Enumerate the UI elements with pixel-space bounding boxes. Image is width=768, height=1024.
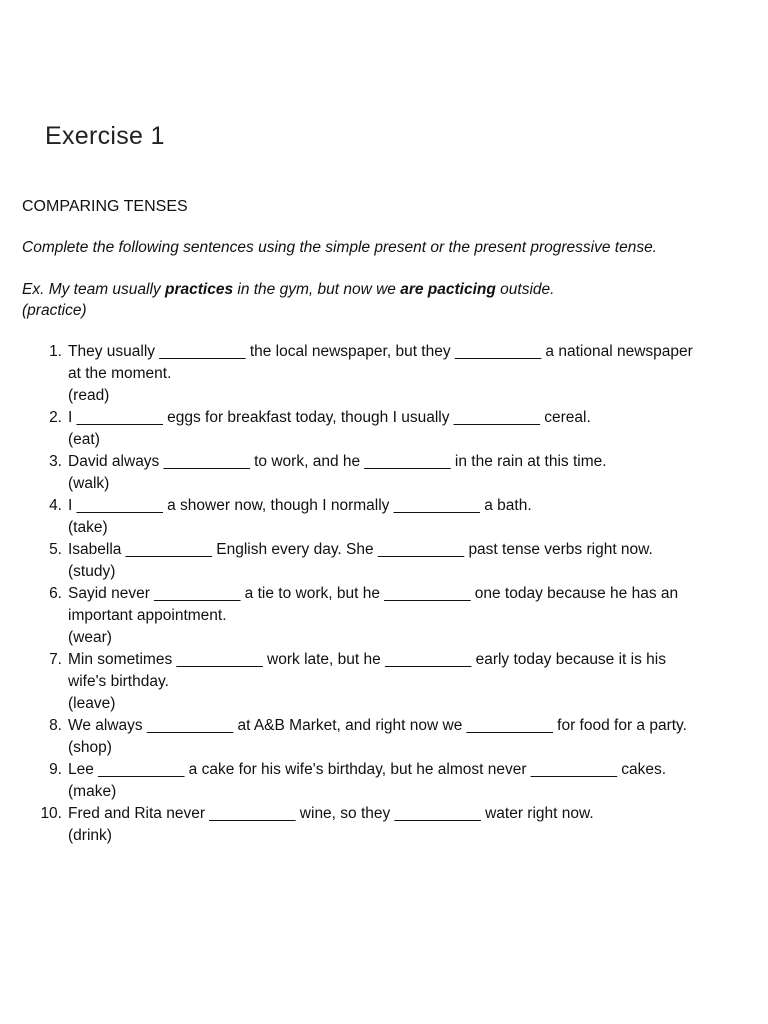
exercise-number: 2. bbox=[49, 409, 62, 426]
exercise-sentence: Lee __________ a cake for his wife's birthday, but he almost never __________ cakes. bbox=[68, 761, 667, 778]
exercise-number: 9. bbox=[49, 761, 62, 778]
exercise-sentence-continued: at the moment. bbox=[68, 365, 172, 382]
exercise-verb-hint: (drink) bbox=[68, 827, 112, 844]
example-bold-present: practices bbox=[165, 281, 234, 298]
exercise-number: 5. bbox=[49, 541, 62, 558]
exercise-number: 10. bbox=[40, 805, 62, 822]
exercise-item bbox=[0, 539, 768, 583]
exercise-number: 3. bbox=[49, 453, 62, 470]
exercise-sentence: Isabella __________ English every day. She __________ past tense verbs right now. bbox=[68, 541, 653, 558]
example-middle: in the gym, but now we bbox=[233, 281, 401, 298]
example-prefix: Ex. My team usually bbox=[22, 281, 165, 298]
exercise-verb-hint: (shop) bbox=[68, 739, 112, 756]
exercise-verb-hint: (leave) bbox=[68, 695, 116, 712]
section-heading: COMPARING TENSES bbox=[22, 198, 188, 215]
exercise-verb-hint: (read) bbox=[68, 387, 110, 404]
exercise-item bbox=[0, 649, 768, 715]
exercise-number: 8. bbox=[49, 717, 62, 734]
exercise-item bbox=[0, 407, 768, 451]
exercise-sentence: Sayid never __________ a tie to work, but he __________ one today because he has an bbox=[68, 585, 679, 602]
exercise-item bbox=[0, 341, 768, 407]
exercise-number: 7. bbox=[49, 651, 62, 668]
exercise-sentence: I __________ a shower now, though I normally __________ a bath. bbox=[68, 497, 532, 514]
exercise-verb-hint: (make) bbox=[68, 783, 117, 800]
exercise-sentence: Fred and Rita never __________ wine, so they __________ water right now. bbox=[68, 805, 594, 822]
exercise-number: 1. bbox=[49, 343, 62, 360]
example-bold-progressive: are pacticing bbox=[400, 281, 496, 298]
exercise-list bbox=[0, 341, 768, 847]
exercise-verb-hint: (walk) bbox=[68, 475, 110, 492]
exercise-sentence: I __________ eggs for breakfast today, though I usually __________ cereal. bbox=[68, 409, 591, 426]
exercise-verb-hint: (take) bbox=[68, 519, 108, 536]
example-verb: (practice) bbox=[22, 302, 87, 319]
exercise-item bbox=[0, 803, 768, 847]
exercise-verb-hint: (study) bbox=[68, 563, 116, 580]
exercise-sentence: David always __________ to work, and he __________ in the rain at this time. bbox=[68, 453, 607, 470]
exercise-item bbox=[0, 495, 768, 539]
exercise-item bbox=[0, 583, 768, 649]
exercise-sentence-continued: wife's birthday. bbox=[68, 673, 169, 690]
instructions: Complete the following sentences using the simple present or the present progressive tense. bbox=[22, 239, 657, 256]
exercise-sentence: They usually __________ the local newspaper, but they __________ a national newspaper bbox=[68, 343, 693, 360]
exercise-sentence: Min sometimes __________ work late, but he __________ early today because it is his bbox=[68, 651, 666, 668]
exercise-item bbox=[0, 759, 768, 803]
exercise-number: 6. bbox=[49, 585, 62, 602]
example-suffix: outside. bbox=[495, 281, 555, 298]
exercise-item bbox=[0, 715, 768, 759]
example-sentence bbox=[22, 279, 554, 321]
exercise-number: 4. bbox=[49, 497, 62, 514]
exercise-item bbox=[0, 451, 768, 495]
page-title: Exercise 1 bbox=[45, 122, 165, 150]
exercise-sentence-continued: important appointment. bbox=[68, 607, 227, 624]
exercise-verb-hint: (eat) bbox=[68, 431, 100, 448]
exercise-verb-hint: (wear) bbox=[68, 629, 112, 646]
exercise-sentence: We always __________ at A&B Market, and right now we __________ for food for a party. bbox=[68, 717, 687, 734]
